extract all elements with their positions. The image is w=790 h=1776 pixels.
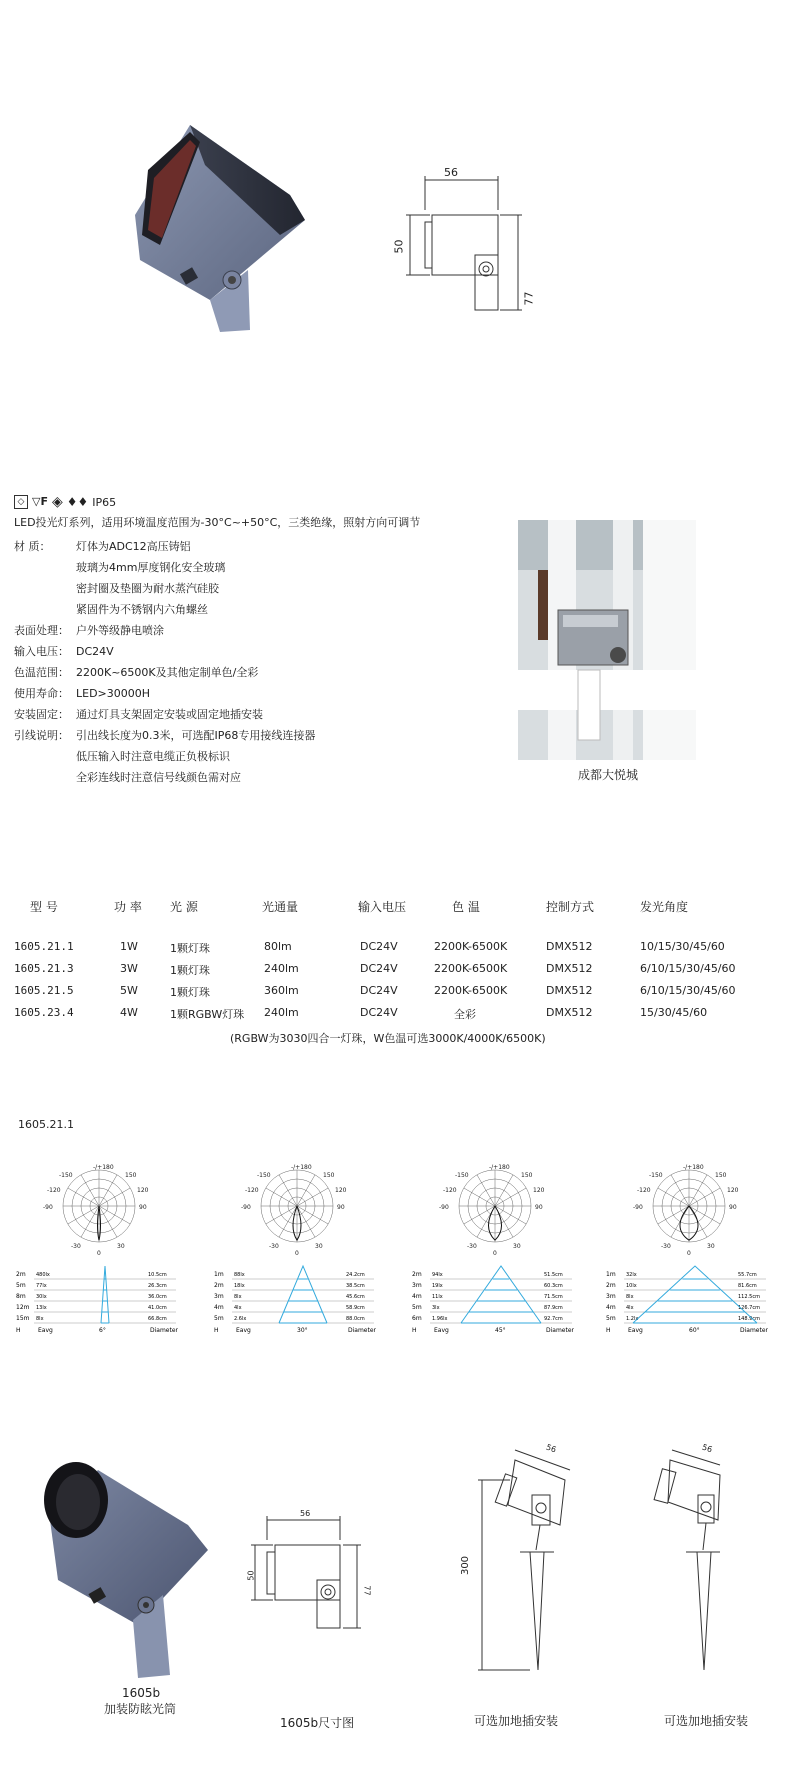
beam-lux: 19lx [432, 1283, 443, 1289]
antiglare-caption: 加装防眩光筒 [104, 1702, 177, 1716]
polar-spoke [99, 1188, 130, 1206]
spec-value: LED>30000H [76, 687, 151, 700]
dims-caption: 1605b尺寸图 [280, 1716, 355, 1730]
polar-label: -/+180 [683, 1164, 704, 1171]
table-cell: 80lm [264, 940, 292, 953]
beam-footer-label: H [412, 1327, 417, 1334]
ip-rating: IP65 [92, 495, 117, 509]
table-cell: 15/30/45/60 [640, 1006, 708, 1019]
beam-lux: 8lx [626, 1294, 634, 1300]
polar-label: 90 [729, 1204, 737, 1211]
beam-lux: 32lx [626, 1272, 637, 1278]
table-cell: DC24V [360, 984, 398, 997]
spec-value: 紧固件为不锈钢内六角螺丝 [76, 603, 208, 616]
beam-height: 6m [412, 1315, 422, 1322]
photometric-chart [604, 1160, 774, 1350]
polar-label: 150 [125, 1172, 137, 1179]
table-cell: 2200K-6500K [434, 984, 508, 997]
spec-value: 引出线长度为0.3米，可选配IP68专用接线连接器 [76, 729, 316, 742]
table-cell: 全彩 [454, 1008, 476, 1021]
spec-row [14, 769, 241, 785]
spec-label: 安装固定： [14, 708, 69, 721]
photometric-chart [14, 1160, 184, 1350]
beam-footer-label: Diameter [150, 1327, 179, 1334]
spike-drawing-1 [470, 1440, 590, 1690]
beam-cone [101, 1266, 109, 1323]
bottom-model: 1605b [122, 1686, 161, 1700]
polar-spoke [689, 1188, 720, 1206]
polar-label: 90 [139, 1204, 147, 1211]
beam-diameter: 41.0cm [148, 1305, 167, 1311]
spec-row [14, 580, 219, 596]
cert-row [14, 494, 116, 510]
spike-drawing-2 [640, 1440, 750, 1690]
polar-label: 0 [493, 1250, 497, 1257]
table-header-cell: 功 率 [114, 900, 142, 914]
spec-label: 引线说明： [14, 729, 69, 742]
polar-spoke [279, 1175, 297, 1206]
polar-label: 0 [295, 1250, 299, 1257]
beam-diameter: 51.5cm [544, 1272, 563, 1278]
beam-diameter: 87.9cm [544, 1305, 563, 1311]
table-cell: DMX512 [546, 984, 593, 997]
table-cell: DMX512 [546, 1006, 593, 1019]
polar-label: 150 [715, 1172, 727, 1179]
beam-footer-label: H [16, 1327, 21, 1334]
beam-diameter: 58.9cm [346, 1305, 365, 1311]
spec-value: 全彩连线时注意信号线颜色需对应 [76, 771, 241, 784]
beam-height: 5m [16, 1282, 26, 1289]
dim-height: 50 [392, 239, 406, 254]
spec-row [14, 643, 114, 659]
spec-row [14, 622, 164, 638]
spec-label: 输入电压： [14, 645, 69, 658]
beam-height: 8m [16, 1293, 26, 1300]
beam-height: 5m [214, 1315, 224, 1322]
beam-lux: 8lx [234, 1294, 242, 1300]
polar-label: -150 [59, 1172, 73, 1179]
beam-lux: 8lx [36, 1316, 44, 1322]
beam-footer-label: Diameter [348, 1327, 377, 1334]
beam-footer-label: H [606, 1327, 611, 1334]
polar-spoke [689, 1206, 720, 1224]
polar-label: -150 [455, 1172, 469, 1179]
beam-height: 3m [214, 1293, 224, 1300]
beam-diameter: 88.0cm [346, 1316, 365, 1322]
polar-label: 120 [533, 1187, 545, 1194]
beam-lux: 4lx [234, 1305, 242, 1311]
polar-label: 150 [323, 1172, 335, 1179]
f-mark-icon: ▽F [32, 495, 48, 508]
polar-label: -120 [637, 1187, 651, 1194]
spec-row [14, 538, 191, 554]
photometric-model: 1605.21.1 [18, 1118, 74, 1131]
spec-row [14, 727, 315, 743]
polar-label: -90 [43, 1204, 53, 1211]
table-cell: 6/10/15/30/45/60 [640, 962, 736, 975]
beam-lux: 10lx [626, 1283, 637, 1289]
beam-height: 5m [412, 1304, 422, 1311]
beam-footer-label: 30° [297, 1327, 308, 1334]
polar-spoke [266, 1206, 297, 1224]
beam-lux: 30lx [36, 1294, 47, 1300]
beam-footer-label: Diameter [546, 1327, 575, 1334]
beam-height: 12m [16, 1304, 30, 1311]
polar-label: 30 [707, 1243, 715, 1250]
spec-value: 户外等级静电喷涂 [76, 624, 164, 637]
polar-label: 30 [117, 1243, 125, 1250]
polar-label: -150 [649, 1172, 663, 1179]
polar-label: -90 [633, 1204, 643, 1211]
beam-diameter: 81.6cm [738, 1283, 757, 1289]
polar-spoke [495, 1188, 526, 1206]
polar-label: 90 [337, 1204, 345, 1211]
beam-footer-label: Eavg [236, 1327, 251, 1334]
beam-diameter: 92.7cm [544, 1316, 563, 1322]
spec-row [14, 685, 150, 701]
beam-cone [461, 1266, 541, 1323]
spec-label: 表面处理： [14, 624, 69, 637]
beam-footer-label: Eavg [628, 1327, 643, 1334]
polar-label: -90 [439, 1204, 449, 1211]
polar-label: 30 [513, 1243, 521, 1250]
spike-dim-h: 300 [460, 1555, 472, 1576]
polar-spoke [658, 1188, 689, 1206]
polar-spoke [68, 1188, 99, 1206]
polar-spoke [689, 1175, 707, 1206]
table-cell: 360lm [264, 984, 299, 997]
bottom-dimension-drawing [245, 1510, 385, 1640]
polar-label: 0 [97, 1250, 101, 1257]
table-cell: DC24V [360, 1006, 398, 1019]
table-header-cell: 光 源 [170, 900, 198, 914]
beam-height: 2m [606, 1282, 616, 1289]
beam-height: 1m [214, 1271, 224, 1278]
beam-footer-label: Eavg [434, 1327, 449, 1334]
polar-label: -30 [71, 1243, 81, 1250]
polar-label: -30 [661, 1243, 671, 1250]
table-cell: 240lm [264, 962, 299, 975]
polar-spoke [671, 1175, 689, 1206]
spike-dim-w-1: 56 [544, 1442, 558, 1455]
photo-caption: 成都大悦城 [578, 768, 639, 782]
polar-label: -30 [467, 1243, 477, 1250]
table-cell: 1605.23.4 [14, 1006, 74, 1019]
spec-value: 密封圈及垫圈为耐水蒸汽硅胶 [76, 582, 219, 595]
spike-dim-w-2: 56 [700, 1442, 714, 1455]
table-header-cell: 型 号 [30, 900, 58, 914]
antiglare-product-photo [38, 1450, 218, 1680]
beam-height: 1m [606, 1271, 616, 1278]
beam-lux: 480lx [36, 1272, 50, 1278]
photometric-chart [212, 1160, 382, 1350]
table-header-cell: 输入电压 [358, 900, 407, 914]
beam-footer-label: H [214, 1327, 219, 1334]
beam-diameter: 71.5cm [544, 1294, 563, 1300]
polar-label: -90 [241, 1204, 251, 1211]
polar-spoke [297, 1206, 328, 1224]
beam-height: 3m [606, 1293, 616, 1300]
water-drop-icon: ♦♦ [66, 495, 89, 509]
beam-height: 4m [606, 1304, 616, 1311]
polar-spoke [68, 1206, 99, 1224]
spec-row [14, 706, 263, 722]
beam-height: 2m [412, 1271, 422, 1278]
table-cell: 1605.21.5 [14, 984, 74, 997]
polar-spoke [266, 1188, 297, 1206]
polar-spoke [464, 1188, 495, 1206]
beam-lux: 13lx [36, 1305, 47, 1311]
table-cell: 2200K-6500K [434, 940, 508, 953]
spec-value: 通过灯具支架固定安装或固定地插安装 [76, 708, 263, 721]
beam-lux: 77lx [36, 1283, 47, 1289]
spec-row [14, 601, 208, 617]
bottom-dim-w: 56 [300, 1509, 311, 1518]
beam-footer-label: Eavg [38, 1327, 53, 1334]
spike-caption-1: 可选加地插安装 [474, 1714, 559, 1728]
beam-diameter: 38.5cm [346, 1283, 365, 1289]
beam-diameter: 24.2cm [346, 1272, 365, 1278]
spec-row [14, 748, 230, 764]
spec-label: 材 质： [14, 540, 51, 553]
polar-label: 30 [315, 1243, 323, 1250]
polar-spoke [495, 1175, 513, 1206]
beam-footer-label: 45° [495, 1327, 506, 1334]
table-cell: 1W [120, 940, 138, 953]
class-iii-icon: ◈ [52, 494, 63, 510]
polar-label: -120 [443, 1187, 457, 1194]
polar-label: -120 [245, 1187, 259, 1194]
table-cell: 4W [120, 1006, 138, 1019]
spec-value: 灯体为ADC12高压铸铝 [76, 540, 191, 553]
spec-value: 2200K~6500K及其他定制单色/全彩 [76, 666, 259, 679]
table-header-cell: 光通量 [262, 900, 299, 914]
beam-diameter: 45.6cm [346, 1294, 365, 1300]
beam-footer-label: Diameter [740, 1327, 769, 1334]
beam-height: 4m [412, 1293, 422, 1300]
beam-diameter: 26.3cm [148, 1283, 167, 1289]
ce-icon: ◇ [14, 495, 28, 509]
beam-diameter: 148.9cm [738, 1316, 760, 1322]
beam-lux: 2.6lx [234, 1316, 247, 1322]
table-cell: 10/15/30/45/60 [640, 940, 725, 953]
spec-value: DC24V [76, 645, 114, 658]
beam-diameter: 126.7cm [738, 1305, 760, 1311]
polar-label: 150 [521, 1172, 533, 1179]
table-cell: 1605.21.1 [14, 940, 74, 953]
polar-spoke [99, 1206, 117, 1237]
table-cell: DMX512 [546, 940, 593, 953]
table-cell: 6/10/15/30/45/60 [640, 984, 736, 997]
table-cell: 1605.21.3 [14, 962, 74, 975]
polar-label: -120 [47, 1187, 61, 1194]
table-cell: DMX512 [546, 962, 593, 975]
spec-label: 色温范围： [14, 666, 69, 679]
polar-spoke [99, 1206, 130, 1224]
polar-label: -/+180 [93, 1164, 114, 1171]
bottom-dim-t: 77 [362, 1585, 372, 1596]
beam-diameter: 66.8cm [148, 1316, 167, 1322]
table-header-cell: 发光角度 [640, 900, 689, 914]
dim-total: 77 [522, 291, 536, 306]
table-header-cell: 控制方式 [546, 900, 595, 914]
spec-row [14, 559, 225, 575]
installation-photo [518, 520, 696, 760]
beam-lux: 1.96lx [432, 1316, 448, 1322]
table-cell: 1颗灯珠 [170, 964, 210, 977]
beam-lux: 94lx [432, 1272, 443, 1278]
polar-spoke [658, 1206, 689, 1224]
beam-diameter: 112.5cm [738, 1294, 760, 1300]
beam-cone [279, 1266, 327, 1323]
polar-label: -150 [257, 1172, 271, 1179]
spec-value: 玻璃为4mm厚度钢化安全玻璃 [76, 561, 226, 574]
polar-label: -/+180 [489, 1164, 510, 1171]
dim-width: 56 [444, 166, 458, 179]
table-header-cell: 色 温 [452, 900, 480, 914]
table-cell: 2200K-6500K [434, 962, 508, 975]
beam-height: 15m [16, 1315, 30, 1322]
spec-row [14, 664, 258, 680]
table-cell: 1颗灯珠 [170, 942, 210, 955]
polar-label: -30 [269, 1243, 279, 1250]
table-cell: 3W [120, 962, 138, 975]
beam-lux: 18lx [234, 1283, 245, 1289]
beam-footer-label: 6° [99, 1327, 106, 1334]
polar-label: 120 [137, 1187, 149, 1194]
polar-label: 120 [727, 1187, 739, 1194]
polar-label: 120 [335, 1187, 347, 1194]
spike-caption-2: 可选加地插安装 [664, 1714, 749, 1728]
beam-diameter: 10.5cm [148, 1272, 167, 1278]
polar-label: -/+180 [291, 1164, 312, 1171]
table-cell: 5W [120, 984, 138, 997]
intro-text: LED投光灯系列，适用环境温度范围为-30°C~+50°C，三类绝缘，照射方向可调节 [14, 516, 421, 529]
polar-spoke [81, 1206, 99, 1237]
table-cell: 240lm [264, 1006, 299, 1019]
beam-height: 5m [606, 1315, 616, 1322]
beam-lux: 11lx [432, 1294, 443, 1300]
dimension-drawing [400, 170, 550, 340]
beam-lux: 1.2lx [626, 1316, 639, 1322]
polar-spoke [99, 1175, 117, 1206]
beam-diameter: 36.0cm [148, 1294, 167, 1300]
polar-spoke [297, 1175, 315, 1206]
polar-label: 0 [687, 1250, 691, 1257]
polar-spoke [477, 1175, 495, 1206]
beam-footer-label: 60° [689, 1327, 700, 1334]
beam-height: 2m [214, 1282, 224, 1289]
beam-diameter: 60.3cm [544, 1283, 563, 1289]
spec-label: 使用寿命： [14, 687, 69, 700]
beam-height: 3m [412, 1282, 422, 1289]
table-note: (RGBW为3030四合一灯珠，W色温可选3000K/4000K/6500K) [230, 1032, 546, 1045]
table-cell: 1颗RGBW灯珠 [170, 1008, 245, 1021]
polar-label: 90 [535, 1204, 543, 1211]
beam-diameter: 55.7cm [738, 1272, 757, 1278]
beam-lux: 4lx [626, 1305, 634, 1311]
table-cell: DC24V [360, 940, 398, 953]
beam-lux: 88lx [234, 1272, 245, 1278]
beam-lux: 3lx [432, 1305, 440, 1311]
photometric-chart [410, 1160, 580, 1350]
polar-spoke [297, 1188, 328, 1206]
table-cell: 1颗灯珠 [170, 986, 210, 999]
polar-spoke [81, 1175, 99, 1206]
beam-height: 4m [214, 1304, 224, 1311]
beam-height: 2m [16, 1271, 26, 1278]
spec-value: 低压输入时注意电缆正负极标识 [76, 750, 230, 763]
product-photo [130, 120, 330, 350]
bottom-dim-h: 50 [246, 1570, 256, 1581]
table-cell: DC24V [360, 962, 398, 975]
